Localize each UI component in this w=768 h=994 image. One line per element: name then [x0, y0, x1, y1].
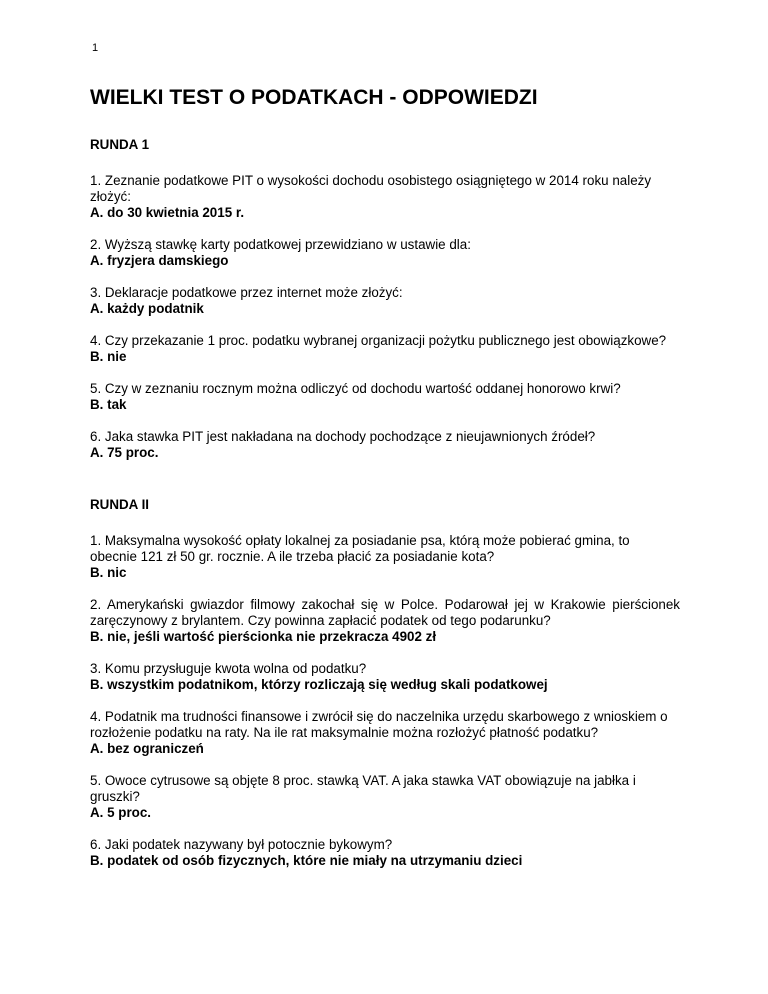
answer-text: A. do 30 kwietnia 2015 r.	[90, 205, 245, 220]
question-item	[90, 173, 680, 221]
answer-text: B. podatek od osób fizycznych, które nie miały na utrzymaniu dzieci	[90, 853, 523, 868]
document-body	[90, 137, 680, 885]
question-item	[90, 237, 680, 269]
question-text: 5. Czy w zeznaniu rocznym można odliczyć od dochodu wartość oddanej honorowo krwi?	[90, 381, 621, 396]
answer-text: B. tak	[90, 397, 127, 412]
question-item	[90, 709, 680, 757]
question-text: 2. Wyższą stawkę karty podatkowej przewidziano w ustawie dla:	[90, 237, 471, 252]
question-text: 6. Jaka stawka PIT jest nakładana na dochody pochodzące z nieujawnionych źródeł?	[90, 429, 596, 444]
answer-text: A. 5 proc.	[90, 805, 152, 820]
question-text: 2. Amerykański gwiazdor filmowy zakochał się w Polce. Podarował jej w Krakowie pierścionek zaręczynowy z brylantem. Czy powinna zapłacić podatek od tego podarunku?	[90, 597, 680, 628]
answer-text: A. fryzjera damskiego	[90, 253, 229, 268]
question-text: 1. Maksymalna wysokość opłaty lokalnej za posiadanie psa, którą może pobierać gmina, to obecnie 121 zł 50 gr. rocznie. A ile trzeba płacić za posiadanie kota?	[90, 533, 630, 564]
question-item	[90, 333, 680, 365]
round-heading: RUNDA II	[90, 497, 150, 512]
answer-text: B. nie, jeśli wartość pierścionka nie przekracza 4902 zł	[90, 629, 437, 644]
question-item	[90, 837, 680, 869]
round-2	[90, 497, 680, 869]
round-spacer	[90, 477, 680, 497]
answer-text: A. każdy podatnik	[90, 301, 204, 316]
page-number: 1	[92, 42, 99, 54]
question-item	[90, 533, 680, 581]
answer-text: A. 75 proc.	[90, 445, 159, 460]
question-text: 3. Komu przysługuje kwota wolna od podatku?	[90, 661, 367, 676]
document-title: WIELKI TEST O PODATKACH - ODPOWIEDZI	[90, 86, 538, 109]
question-text: 4. Czy przekazanie 1 proc. podatku wybranej organizacji pożytku publicznego jest obowiązkowe?	[90, 333, 667, 348]
question-item	[90, 285, 680, 317]
round-heading: RUNDA 1	[90, 137, 150, 152]
question-item	[90, 661, 680, 693]
question-text: 4. Podatnik ma trudności finansowe i zwrócił się do naczelnika urzędu skarbowego z wnioskiem o rozłożenie podatku na raty. Na ile rat maksymalnie można rozłożyć płatność podatku?	[90, 709, 668, 740]
question-item	[90, 597, 680, 645]
question-text: 6. Jaki podatek nazywany był potocznie bykowym?	[90, 837, 393, 852]
answer-text: B. wszystkim podatnikom, którzy rozliczają się według skali podatkowej	[90, 677, 548, 692]
answer-text: B. nic	[90, 565, 127, 580]
question-item	[90, 429, 680, 461]
question-text: 1. Zeznanie podatkowe PIT o wysokości dochodu osobistego osiągniętego w 2014 roku należy złożyć:	[90, 173, 652, 204]
answer-text: B. nie	[90, 349, 127, 364]
round-1	[90, 137, 680, 461]
answer-text: A. bez ograniczeń	[90, 741, 204, 756]
question-item	[90, 773, 680, 821]
question-text: 5. Owoce cytrusowe są objęte 8 proc. stawką VAT. A jaka stawka VAT obowiązuje na jabłka i gruszki?	[90, 773, 636, 804]
question-text: 3. Deklaracje podatkowe przez internet może złożyć:	[90, 285, 403, 300]
question-item	[90, 381, 680, 413]
